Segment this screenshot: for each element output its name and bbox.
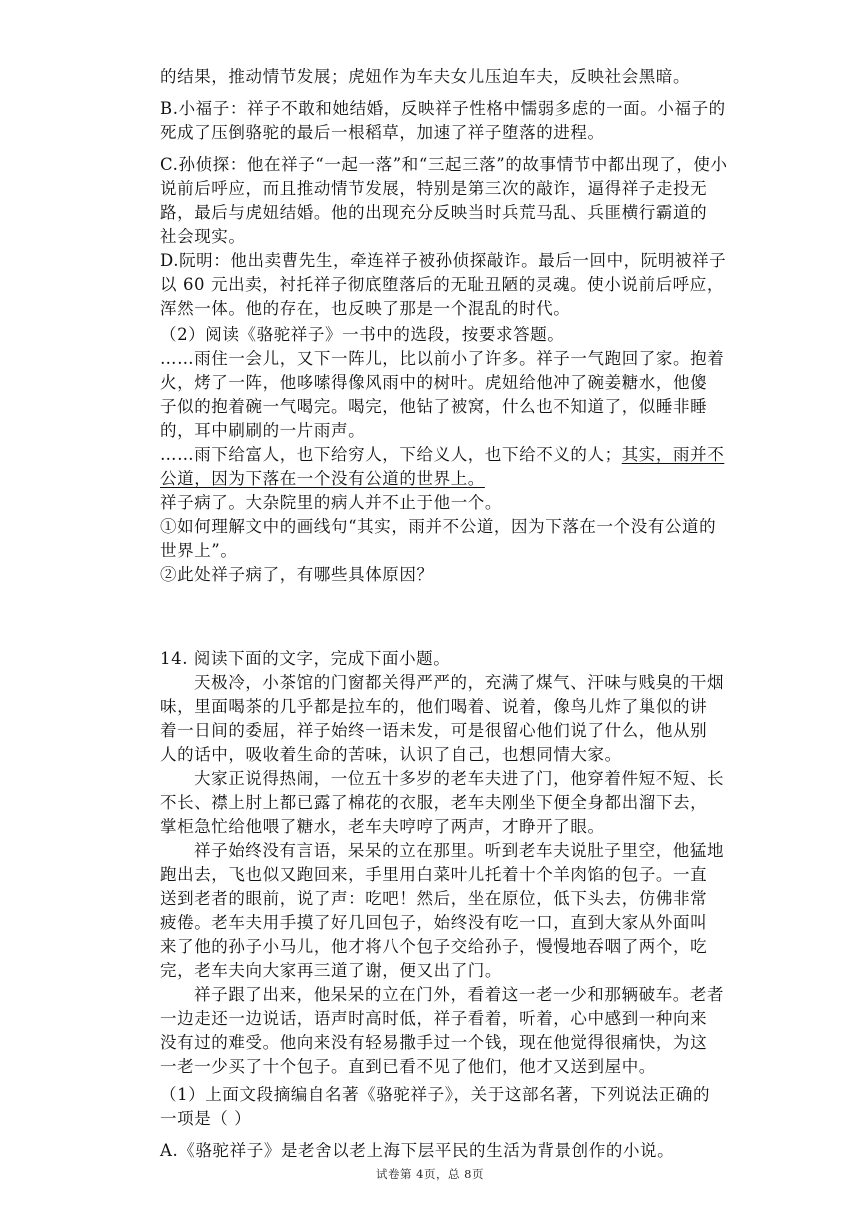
passage-p2-line-2: 不长、襟上肘上都已露了棉花的衣服，老车夫刚坐下便全身都出溜下去，	[160, 793, 708, 812]
passage-p1-line-3: 着一日间的委屈，祥子始终一语未发，可是很留心他们说了什么，他从别	[160, 721, 708, 740]
question-2-heading: （2）阅读《骆驼祥子》一书中的选段，按要求答题。	[160, 325, 565, 344]
question-14-1-line-2: 一项是（ ）	[160, 1109, 252, 1128]
question-14-heading: 14. 阅读下面的文字，完成下面小题。	[160, 649, 451, 668]
sub-question-2: ②此处祥子病了，有哪些具体原因？	[160, 565, 434, 584]
option-c-line-3: 路，最后与虎妞结婚。他的出现充分反映当时兵荒马乱、兵匪横行霸道的	[160, 203, 708, 222]
passage-p3-line-2: 跑出去，飞也似又跑回来，手里用白菜叶儿托着十个羊肉馅的包子。一直	[160, 865, 708, 884]
underlined-sentence-part-2: 公道，因为下落在一个没有公道的世界上。	[160, 469, 485, 488]
passage-p1-line-1: 天极冷，小茶馆的门窗都关得严严的，充满了煤气、汗味与贱臭的干烟	[194, 673, 725, 692]
option-d-line-2: 以 60 元出卖，衬托祥子彻底堕落后的无耻丑陋的灵魂。使小说前后呼应，	[160, 275, 724, 294]
passage-p4-line-1: 祥子跟了出来，他呆呆的立在门外，看着这一老一少和那辆破车。老者	[194, 985, 725, 1004]
passage-p1-line-2: 味，里面喝茶的几乎都是拉车的，他们喝着、说着，像鸟儿炸了巢似的讲	[160, 697, 708, 716]
passage-p3-line-5: 来了他的孙子小马儿，他才将八个包子交给孙子，慢慢地吞咽了两个，吃	[160, 937, 708, 956]
sub-question-1-line-2: 世界上”。	[160, 541, 238, 560]
excerpt-line-7: 祥子病了。大杂院里的病人并不止于他一个。	[160, 493, 502, 512]
excerpt-line-5-plain: ……雨下给富人，也下给穷人，下给义人，也下给不义的人；	[160, 445, 622, 464]
option-b-line-2: 死成了压倒骆驼的最后一根稻草，加速了祥子堕落的进程。	[160, 123, 605, 142]
passage-p2-line-1: 大家正说得热闹，一位五十多岁的老车夫进了门，他穿着件短不短、长	[194, 769, 725, 788]
passage-p3-line-3: 送到老者的眼前，说了声：吃吧！然后，坐在原位，低下头去，仿佛非常	[160, 889, 708, 908]
sub-question-1-line-1: ①如何理解文中的画线句“其实，雨并不公道，因为下落在一个没有公道的	[160, 517, 717, 536]
page-footer: 试卷第 4页，总 8页	[376, 1167, 484, 1181]
excerpt-line-1: ……雨住一会儿，又下一阵儿，比以前小了许多。祥子一气跑回了家。抱着	[160, 349, 725, 368]
passage-p1-line-4: 人的话中，吸收着生命的苦味，认识了自己，也想同情大家。	[160, 745, 622, 764]
excerpt-line-5	[160, 443, 724, 467]
passage-p3-line-1: 祥子始终没有言语，呆呆的立在那里。听到老车夫说肚子里空，他猛地	[194, 841, 725, 860]
option-b-line-1: B.小福子：祥子不敢和她结婚，反映祥子性格中懦弱多虑的一面。小福子的	[160, 99, 726, 118]
option-c-line-4: 社会现实。	[160, 227, 246, 246]
passage-p3-line-4: 疲倦。老车夫用手摸了好几回包子，始终没有吃一口，直到大家从外面叫	[160, 913, 708, 932]
excerpt-line-3: 子似的抱着碗一气喝完。喝完，他钻了被窝，什么也不知道了，似睡非睡	[160, 397, 708, 416]
passage-p2-line-3: 掌柜急忙给他喂了糖水，老车夫哼哼了两声，才睁开了眼。	[160, 817, 605, 836]
passage-p3-line-6: 完，老车夫向大家再三道了谢，便又出了门。	[160, 961, 502, 980]
passage-p4-line-4: 一老一少买了十个包子。直到已看不见了他们，他才又送到屋中。	[160, 1057, 656, 1076]
option-d-line-3: 浑然一体。他的存在，也反映了那是一个混乱的时代。	[160, 299, 571, 318]
question-14-1-line-1: （1）上面文段摘编自名著《骆驼祥子》，关于这部名著，下列说法正确的	[160, 1085, 711, 1104]
option-c-line-1: C.孙侦探：他在祥子“一起一落”和“三起三落”的故事情节中都出现了，使小	[160, 155, 728, 174]
passage-p4-line-3: 没有过的难受。他向来没有轻易撒手过一个钱，现在他觉得很痛快，为这	[160, 1033, 708, 1052]
excerpt-line-2: 火，烤了一阵，他哆嗦得像风雨中的树叶。虎妞给他冲了碗姜糖水，他傻	[160, 373, 708, 392]
passage-p4-line-2: 一边走还一边说话，语声时高时低，祥子看着，听着，心中感到一种向来	[160, 1009, 708, 1028]
option-a: A.《骆驼祥子》是老舍以老上海下层平民的生活为背景创作的小说。	[160, 1141, 675, 1160]
option-a-continuation: 的结果，推动情节发展；虎妞作为车夫女儿压迫车夫，反映社会黑暗。	[160, 67, 691, 86]
option-d-line-1: D.阮明：他出卖曹先生，牵连祥子被孙侦探敲诈。最后一回中，阮明被祥子	[160, 251, 727, 270]
underlined-sentence-part-1: 其实，雨并不	[621, 445, 725, 464]
option-c-line-2: 说前后呼应，而且推动情节发展，特别是第三次的敲诈，逼得祥子走投无	[160, 179, 708, 198]
excerpt-line-4: 的，耳中刷刷的一片雨声。	[160, 421, 366, 440]
